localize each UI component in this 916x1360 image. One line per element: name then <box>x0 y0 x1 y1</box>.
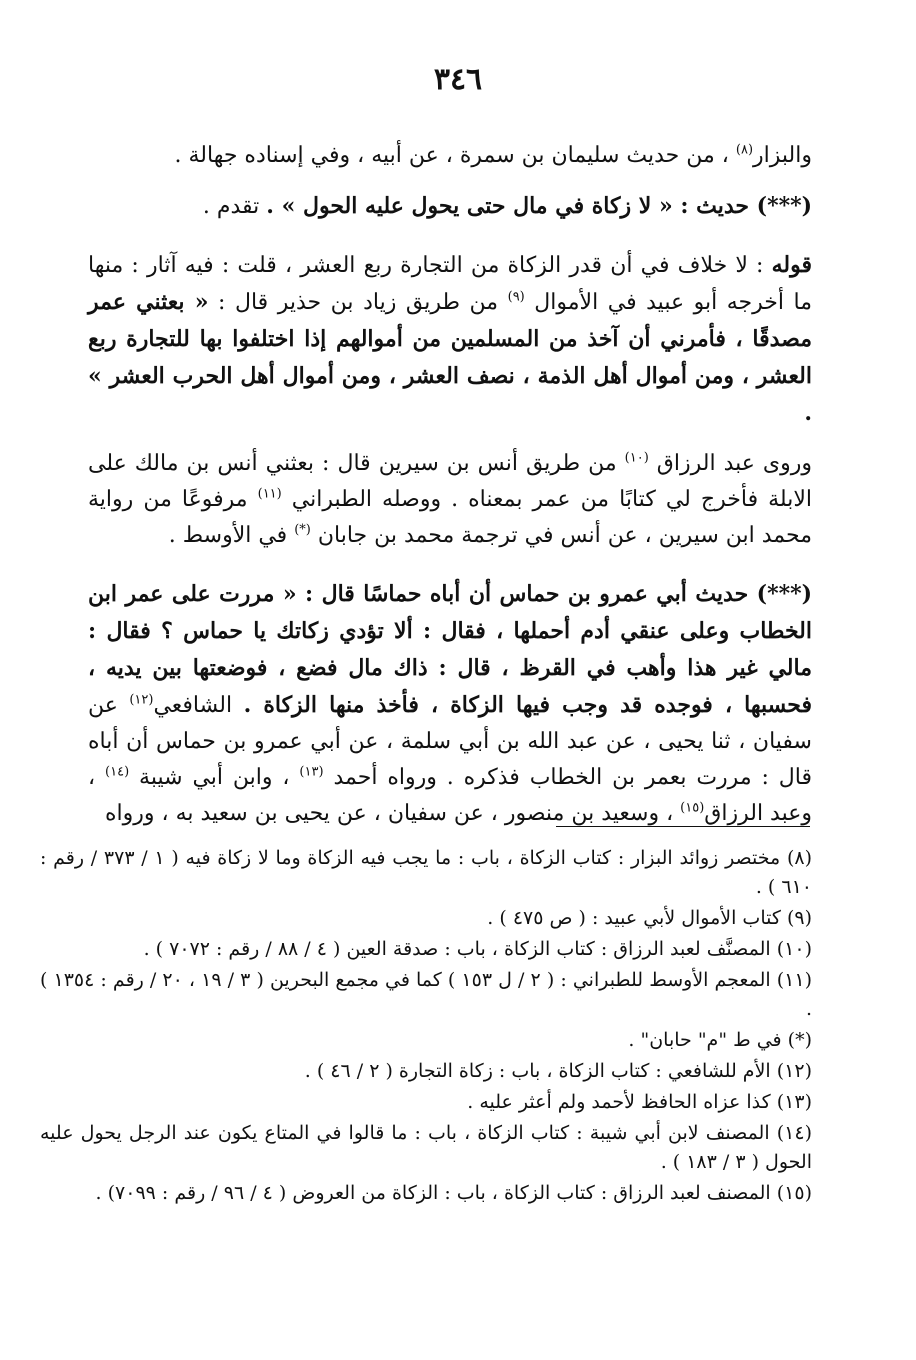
text: ، وعبد الرزاق <box>88 765 812 826</box>
footnote-number: (١٣) <box>776 1091 812 1113</box>
footnote-ref: (١٤) <box>105 764 130 780</box>
footnote <box>40 1057 812 1086</box>
footnote-number: (١٥) <box>776 1182 812 1204</box>
footnote-ref: (٨) <box>735 142 754 158</box>
footnote <box>40 1088 812 1117</box>
qawluh-label: قوله <box>771 252 813 278</box>
footnote-ref: (١٢) <box>129 692 154 708</box>
hadith-heading: (***) حديث : « لا زكاة في مال حتى يحول عليه الحول » . <box>266 193 812 219</box>
text: من طريق أنس بن سيرين قال : بعثني أنس بن مالك على الابلة فأخرج لي كتابًا من عمر بمعناه . ووصله الطبراني <box>88 451 812 512</box>
paragraph-4 <box>88 446 812 554</box>
footnote-text: المعجم الأوسط للطبراني : ( ٢ / ل ١٥٣ ) كما في مجمع البحرين ( ٣ / ١٩ ، ٢٠ / رقم : ١٣٥٤ ) . <box>40 969 812 1020</box>
text: مرفوعًا من رواية محمد ابن سيرين ، عن أنس في ترجمة محمد بن جابان <box>88 487 812 548</box>
paragraph-2 <box>88 188 812 225</box>
text: وروى عبد الرزاق <box>656 451 812 476</box>
footnote-ref: (١٠) <box>624 450 649 466</box>
main-text <box>88 138 812 846</box>
footnote-text: المصنف لعبد الرزاق : كتاب الزكاة ، باب : الزكاة من العروض ( ٤ / ٩٦ / رقم : ٧٠٩٩) . <box>95 1182 771 1204</box>
text: والبزار <box>753 143 812 168</box>
footnotes <box>40 844 812 1210</box>
paragraph-1 <box>88 138 812 174</box>
footnote <box>40 935 812 964</box>
footnote-separator <box>556 826 810 827</box>
text: ، من حديث سليمان بن سمرة ، عن أبيه ، وفي إسناده جهالة . <box>174 143 729 168</box>
footnote-text: مختصر زوائد البزار : كتاب الزكاة ، باب : ما يجب فيه الزكاة وما لا زكاة فيه ( ١ / ٣٧٣ / رقم : ٦١٠ ) . <box>40 847 812 898</box>
footnote-text: المصنَّف لعبد الرزاق : كتاب الزكاة ، باب : صدقة العين ( ٤ / ٨٨ / رقم : ٧٠٧٢ ) . <box>143 938 771 960</box>
footnote-number: (١٠) <box>776 938 812 960</box>
footnote <box>40 1179 812 1208</box>
footnote-text: المصنف لابن أبي شيبة : كتاب الزكاة ، باب : ما قالوا في المتاع يكون عند الرجل يحول عليه الحول ( ٣ / ١٨٣ ) . <box>40 1122 812 1173</box>
footnote-number: (١٤) <box>776 1122 812 1144</box>
footnote <box>40 844 812 902</box>
footnote <box>40 1026 812 1055</box>
footnote-number: (١٢) <box>776 1060 812 1082</box>
footnote-number: (١١) <box>776 969 813 991</box>
text: ، وسعيد بن منصور ، عن سفيان ، عن يحيى بن سعيد به ، ورواه <box>105 801 674 826</box>
page-number: ٣٤٦ <box>433 62 483 97</box>
footnote-text: كذا عزاه الحافظ لأحمد ولم أعثر عليه . <box>467 1091 771 1113</box>
footnote-ref: (١٣) <box>299 764 324 780</box>
footnote-ref: (١١) <box>257 486 282 502</box>
footnote <box>40 966 812 1024</box>
text: الشافعي <box>153 693 233 718</box>
footnote-number: (*) <box>787 1029 812 1051</box>
text: عن سفيان ، ثنا يحيى ، عن عبد الله بن أبي سلمة ، عن أبي عمرو بن حماس أن أباه قال : مررت بعمر بن الخطاب فذكره . ورواه أحمد <box>88 693 813 790</box>
footnote-text: كتاب الأموال لأبي عبيد : ( ص ٤٧٥ ) . <box>487 907 781 929</box>
text: تقدم . <box>202 194 260 219</box>
quote-bold: « بعثني عمر مصدقًا ، فأمرني أن آخذ من المسلمين من أموالهم إذا اختلفوا بها للتجارة ربع العشر ، ومن أموال أهل الذمة ، نصف العشر ، ومن أموال أهل الحرب العشر » . <box>88 289 812 426</box>
hadith-bold: (***) حديث أبي عمرو بن حماس أن أباه حماسًا قال : « مررت على عمر ابن الخطاب وعلى عنقي أدم أحملها ، فقال : ألا تؤدي زكاتك يا حماس ؟ فقال : مالي غير هذا وأهب في القرظ ، قال : ذاك مال فضع ، فوضعتها بين يديه ، فحسبها ، فوجده قد وجب فيها الزكاة ، فأخذ منها الزكاة . <box>88 581 812 718</box>
footnote-number: (٩) <box>786 907 812 929</box>
paragraph-3 <box>88 247 812 432</box>
footnote-ref: (*) <box>294 522 311 538</box>
text: في الأوسط . <box>168 523 288 548</box>
text: من طريق زياد بن حذير قال : <box>218 290 499 315</box>
footnote-text: في ط "م" حابان" . <box>628 1029 782 1051</box>
footnote <box>40 904 812 933</box>
footnote-number: (٨) <box>786 847 813 869</box>
text: ، وابن أبي شيبة <box>139 765 290 790</box>
footnote-ref: (٩) <box>507 289 525 305</box>
footnote-ref: (١٥) <box>680 800 705 816</box>
footnote <box>40 1119 812 1177</box>
paragraph-5 <box>88 576 812 832</box>
text: : لا خلاف في أن قدر الزكاة من التجارة ربع العشر ، قلت : فيه آثار : منها ما أخرجه أبو عبيد في الأموال <box>88 253 813 315</box>
footnote-text: الأم للشافعي : كتاب الزكاة ، باب : زكاة التجارة ( ٢ / ٤٦ ) . <box>304 1060 771 1082</box>
